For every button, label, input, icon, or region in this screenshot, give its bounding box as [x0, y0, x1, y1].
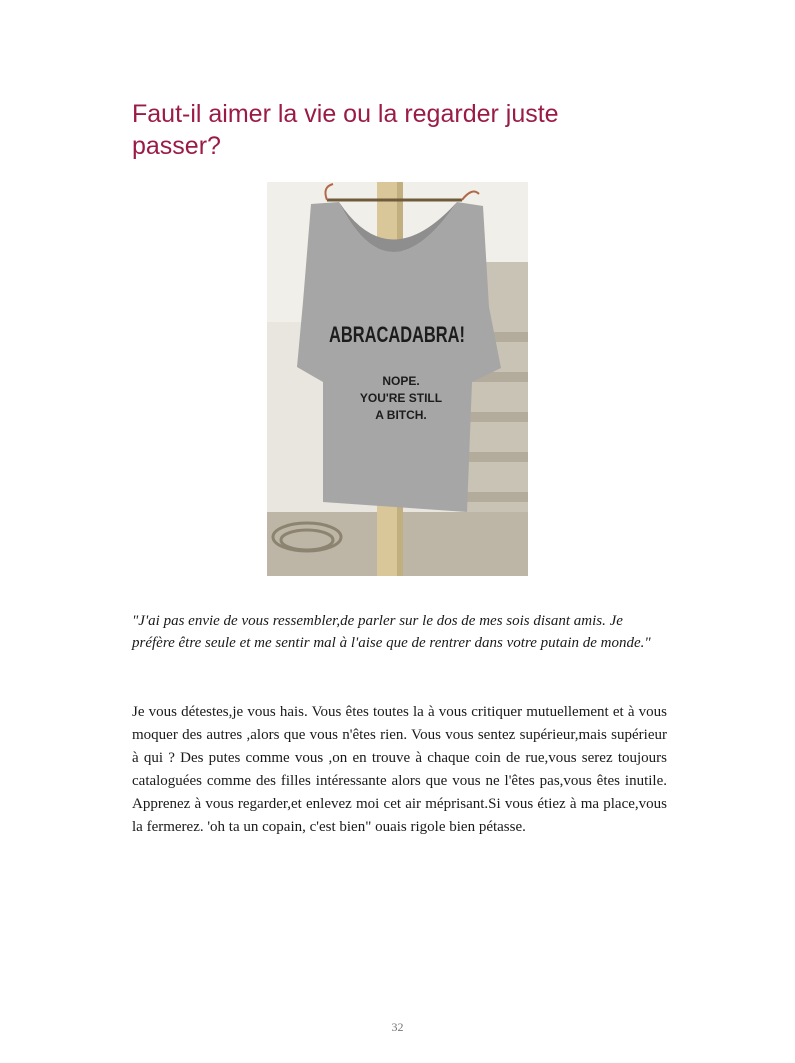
shirt-text-line3: YOU'RE STILL — [359, 391, 443, 405]
tshirt-photo — [267, 182, 528, 576]
shirt-text-line1: ABRACADABRA! — [329, 322, 465, 347]
body-paragraph: Je vous détestes,je vous hais. Vous êtes toutes la à vous critiquer mutuellement et à vous moquer des autres ,alors que vous n'êtes rien. Vous vous sentez supérieur,mais supérieur à qui ? Des putes comme vous ,on en trouve à chaque coin de rue,vous serez toujours cataloguées comme des filles intéressante alors que vous ne l'êtes pas,vous êtes inutile. Apprenez à vous regarder,et enlevez moi cet air méprisant.Si vous étiez à ma place,vous la fermerez. 'oh ta un copain, c'est bien" ouais rigole bien pétasse. — [132, 704, 667, 835]
page-title: Faut-il aimer la vie ou la regarder juste passer? — [132, 100, 559, 160]
shirt-text-line4: A BITCH. — [375, 408, 427, 422]
italic-quote: "J'ai pas envie de vous ressembler,de parler sur le dos de mes sois disant amis. Je préfère être seule et me sentir mal à l'aise que de rentrer dans votre putain de monde." — [132, 613, 651, 651]
page-number: 32 — [391, 1020, 404, 1034]
shirt-text-line2: NOPE. — [382, 374, 420, 388]
